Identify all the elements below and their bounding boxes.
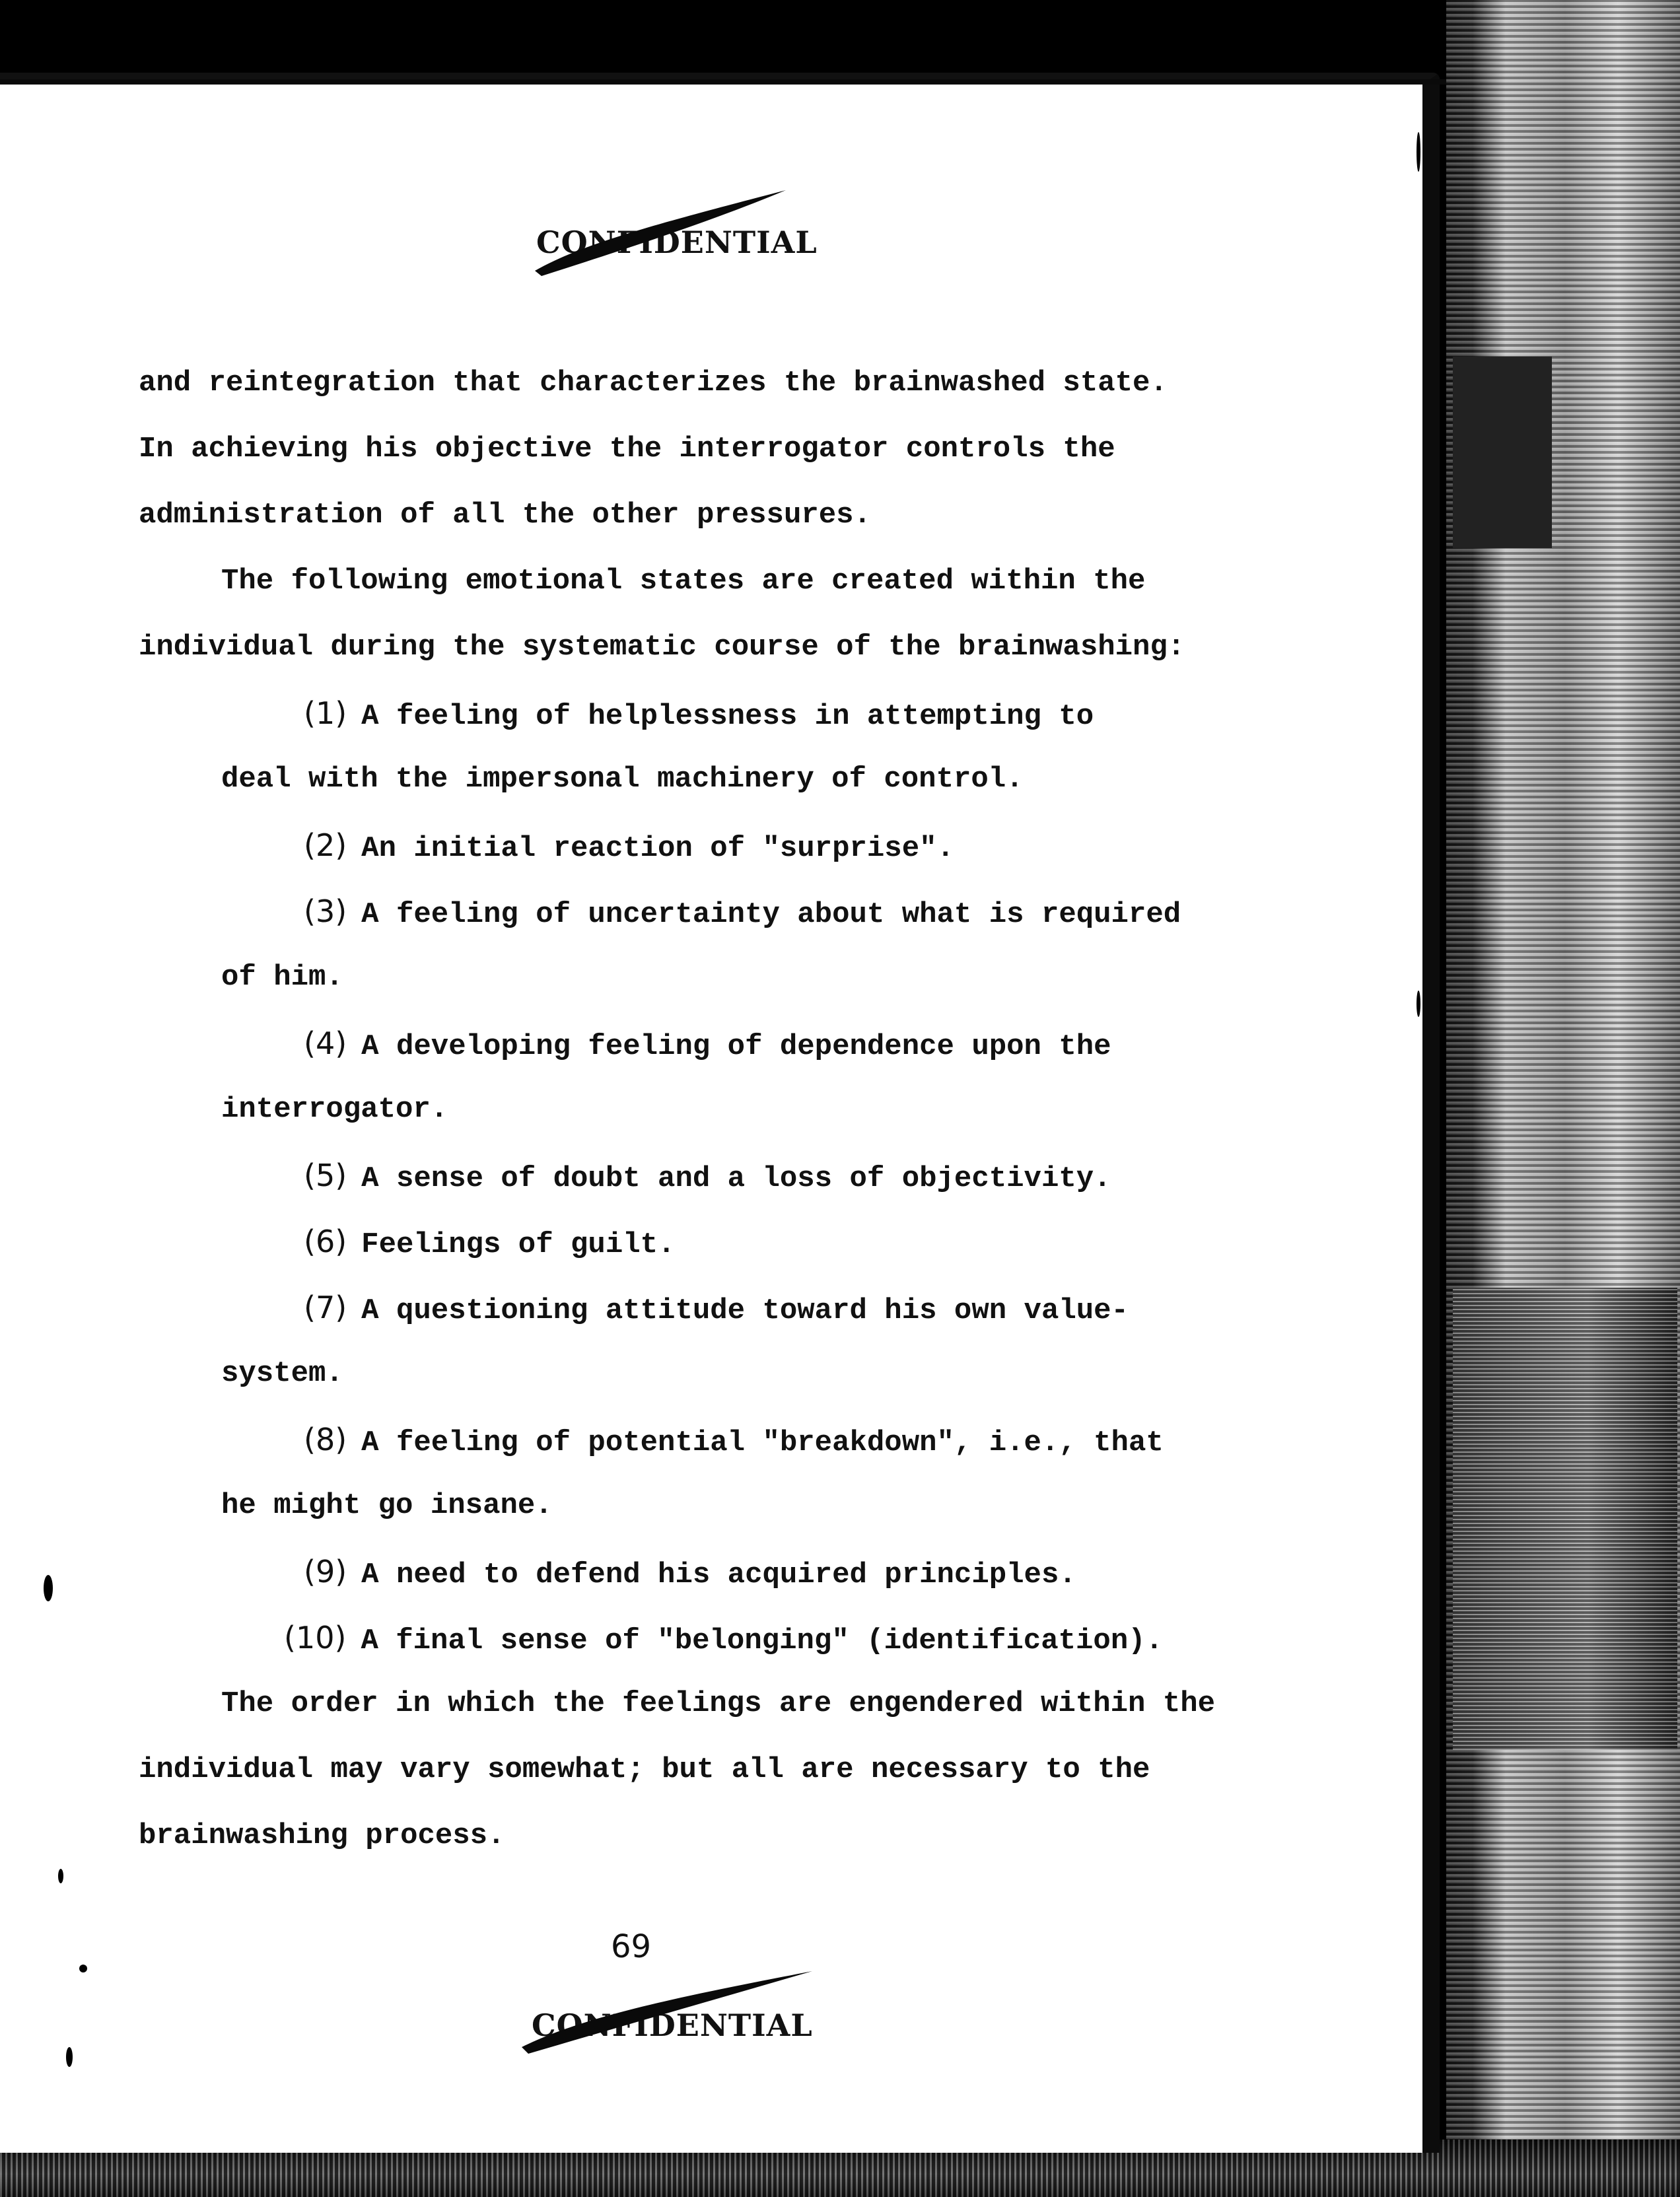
text-line: brainwashing process. (139, 1819, 505, 1852)
paragraph-2 (139, 548, 1393, 680)
text-line: A developing feeling of dependence upon the (361, 1030, 1111, 1063)
list-number: (9) (304, 1554, 347, 1589)
list-number: (2) (304, 827, 347, 863)
text-line: A final sense of "belonging" (identification). (361, 1624, 1164, 1657)
list-item-2 (139, 812, 1393, 878)
list-number: (7) (304, 1290, 347, 1325)
text-line: The following emotional states are created within the (221, 565, 1146, 598)
scan-edge-noise (1446, 0, 1680, 2197)
text-line: interrogator. (221, 1093, 448, 1126)
text-line: and reintegration that characterizes the brainwashed state. (139, 366, 1168, 400)
text-line: he might go insane. (221, 1489, 553, 1522)
header-classification-stamp: CONFIDENTIAL (536, 225, 818, 260)
list-number: (8) (304, 1422, 347, 1457)
paragraph-1 (139, 350, 1393, 548)
list-number: (6) (304, 1224, 347, 1259)
list-number: (3) (304, 893, 347, 929)
footer-classification-stamp: CONFIDENTIAL (532, 2007, 813, 2043)
document-body (139, 350, 1393, 1869)
scan-speck (1417, 991, 1420, 1017)
redaction-scribble-icon (515, 1965, 819, 2057)
paragraph-3 (139, 1671, 1393, 1869)
list-item-1 (139, 680, 1393, 812)
list-item-10 (139, 1605, 1393, 1671)
scan-speck (58, 1869, 63, 1883)
text-line: of him. (221, 961, 343, 994)
list-number: (5) (304, 1158, 347, 1193)
text-line: administration of all the other pressures. (139, 499, 871, 532)
scan-speck (79, 1965, 87, 1972)
list-number: (1) (304, 695, 347, 731)
list-item-6 (139, 1208, 1393, 1274)
text-line: A need to defend his acquired principles. (361, 1558, 1076, 1591)
list-number: (10) (284, 1620, 347, 1656)
list-item-8 (139, 1407, 1393, 1539)
text-line: A feeling of potential "breakdown", i.e., that (361, 1426, 1164, 1459)
list-number: (4) (304, 1026, 347, 1061)
text-line: In achieving his objective the interrogator controls the (139, 433, 1115, 466)
text-line: deal with the impersonal machinery of control. (221, 763, 1024, 796)
text-line: A sense of doubt and a loss of objectivity. (361, 1162, 1111, 1195)
scan-speck (1417, 132, 1420, 172)
text-line: The order in which the feelings are engendered within the (221, 1687, 1216, 1720)
list-item-9 (139, 1539, 1393, 1605)
page-top-edge (0, 79, 1446, 85)
list-item-3 (139, 878, 1393, 1010)
list-item-5 (139, 1142, 1393, 1208)
text-line: individual during the systematic course of the brainwashing: (139, 631, 1185, 664)
text-line: individual may vary somewhat; but all are necessary to the (139, 1753, 1150, 1786)
text-line: Feelings of guilt. (361, 1228, 676, 1261)
scan-speck (44, 1575, 53, 1601)
text-line: A feeling of helplessness in attempting to (361, 700, 1094, 733)
text-line: A questioning attitude toward his own value- (361, 1294, 1129, 1327)
scan-edge-shadow (1453, 357, 1552, 548)
scan-speck (66, 2047, 73, 2067)
text-line: An initial reaction of "surprise". (361, 832, 954, 865)
text-line: system. (221, 1357, 343, 1390)
page-number: 69 (611, 1928, 652, 1965)
redaction-scribble-icon (522, 185, 799, 277)
text-line: A feeling of uncertainty about what is required (361, 898, 1181, 931)
scan-edge-shadow (1453, 1288, 1677, 1750)
list-item-4 (139, 1010, 1393, 1142)
list-item-7 (139, 1274, 1393, 1407)
